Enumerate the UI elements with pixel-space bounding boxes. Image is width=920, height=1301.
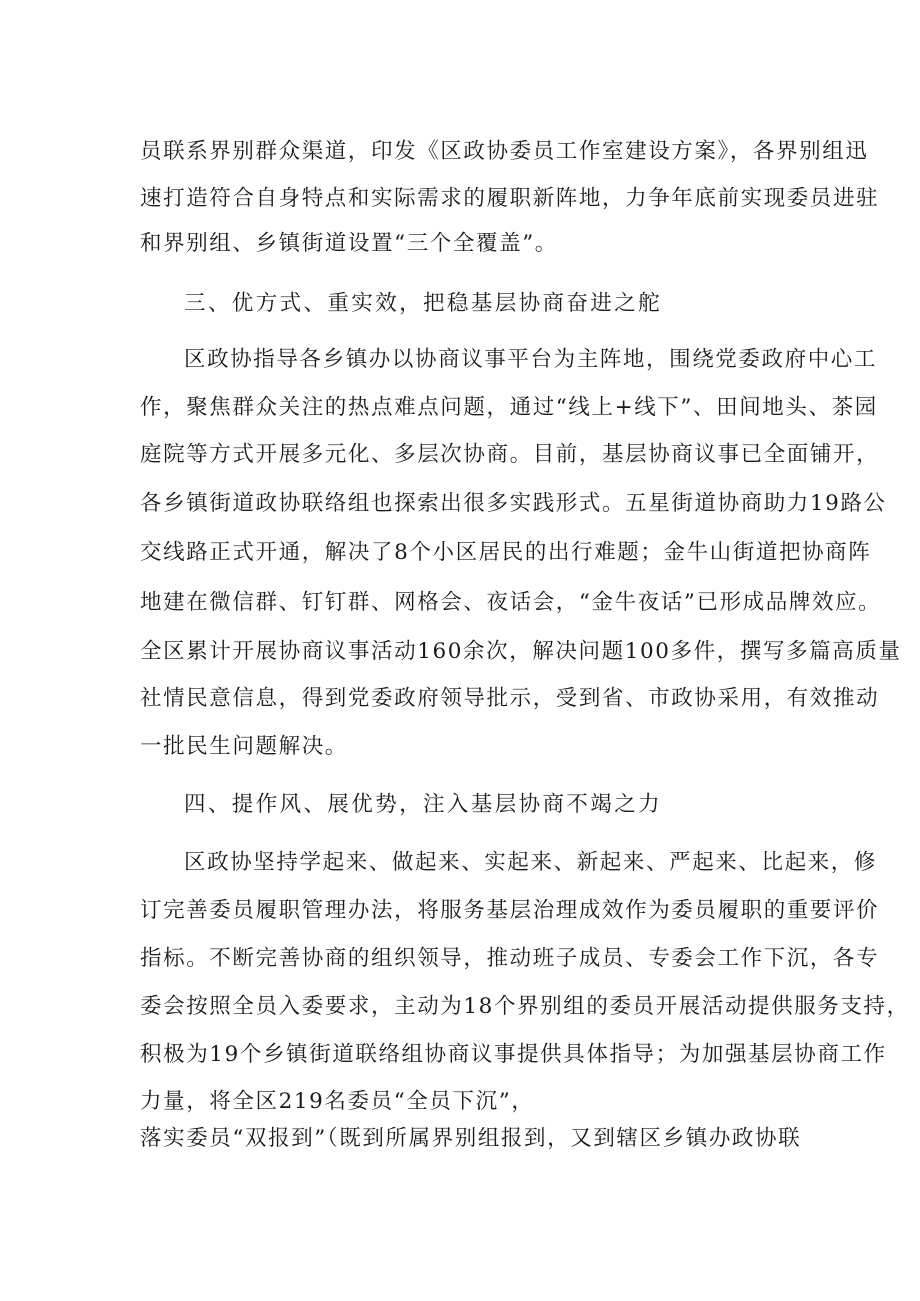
paragraph-line: 地建在微信群、钉钉群、网格会、夜话会，“金牛夜话”已形成品牌效应。 [140, 590, 882, 615]
paragraph-line: 区政协指导各乡镇办以协商议事平台为主阵地，围绕党委政府中心工 [184, 347, 878, 372]
paragraph-line: 社情民意信息，得到党委政府领导批示，受到省、市政协采用，有效推动 [140, 686, 880, 711]
paragraph-line: 区政协坚持学起来、做起来、实起来、新起来、严起来、比起来，修 [184, 850, 878, 875]
paragraph-line: 指标。不断完善协商的组织领导，推动班子成员、专委会工作下沉，各专 [140, 946, 880, 971]
paragraph-line: 交线路正式开通，解决了8个小区居民的出行难题；金牛山街道把协商阵 [140, 540, 872, 565]
paragraph-line: 员联系界别群众渠道，印发《区政协委员工作室建设方案》，各界别组迅 [140, 139, 869, 164]
paragraph-line: 庭院等方式开展多元化、多层次协商。目前，基层协商议事已全面铺开， [140, 442, 880, 467]
paragraph-line: 全区累计开展协商议事活动160余次，解决问题100多件，撰写多篇高质量 [140, 639, 902, 664]
paragraph-line: 订完善委员履职管理办法，将服务基层治理成效作为委员履职的重要评价 [140, 898, 880, 923]
paragraph-line: 作，聚焦群众关注的热点难点问题，通过“线上+线下”、田间地头、茶园 [140, 395, 878, 420]
paragraph-line: 一批民生问题解决。 [140, 734, 348, 759]
paragraph-line: 委会按照全员入委要求，主动为18个界别组的委员开展活动提供服务支持， [140, 994, 910, 1019]
paragraph-line: 各乡镇街道政协联络组也探索出很多实践形式。五星街道协商助力19路公 [140, 491, 887, 516]
section-heading: 四、提作风、展优势，注入基层协商不竭之力 [184, 792, 663, 817]
paragraph-line: 积极为19个乡镇街道联络组协商议事提供具体指导；为加强基层协商工作 [140, 1042, 887, 1067]
paragraph-line: 和界别组、乡镇街道设置“三个全覆盖”。 [140, 231, 558, 256]
paragraph-line: 落实委员“双报到”（既到所属界别组报到，又到辖区乡镇办政协联 [140, 1126, 802, 1151]
paragraph-line: 力量，将全区219名委员“全员下沉”， [140, 1089, 535, 1114]
section-heading: 三、优方式、重实效，把稳基层协商奋进之舵 [184, 291, 663, 316]
paragraph-line: 速打造符合自身特点和实际需求的履职新阵地，力争年底前实现委员进驻 [140, 186, 880, 211]
